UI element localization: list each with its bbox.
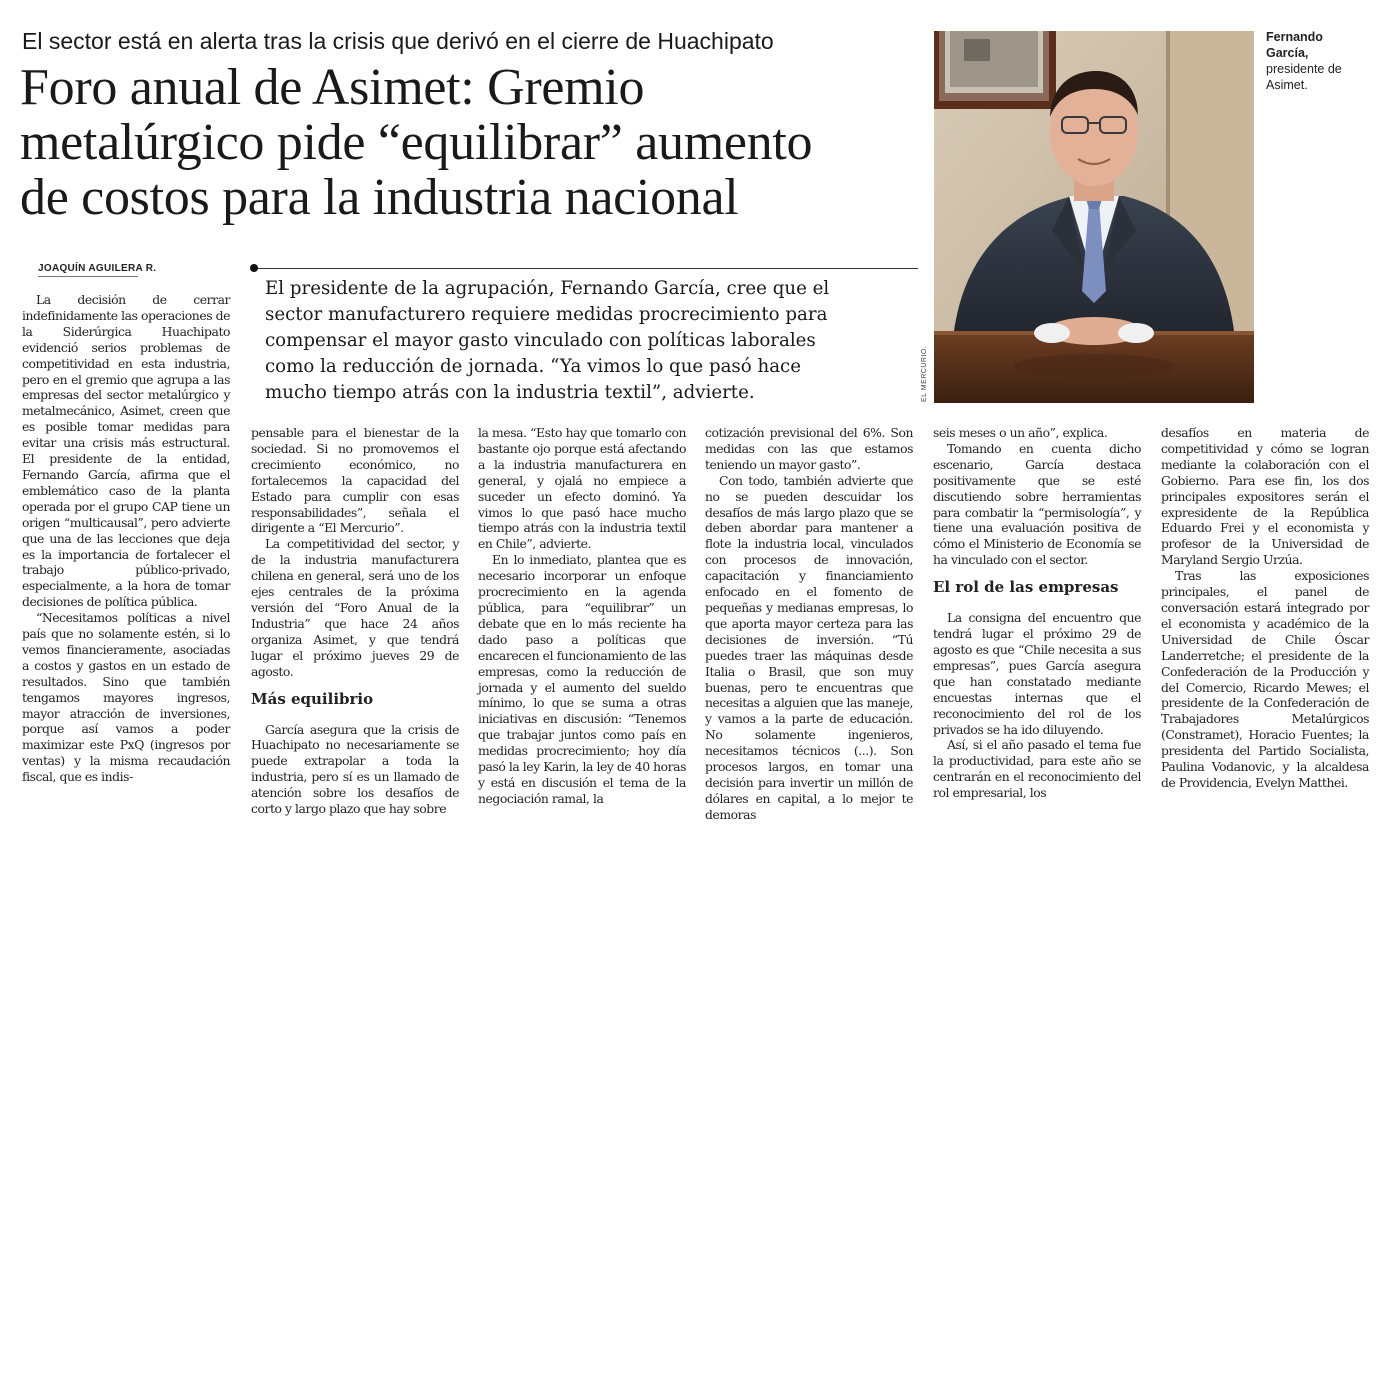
body-paragraph: Tras las exposiciones principales, el panel de conversación estará integrado por el economista y académico de la Universidad de Chile Óscar Landerretche; el presidente de la Confederación de la Producción y del Comercio, Ricardo Mewes; el presidente de la Confederación de Trabajadores Metalúrgicos (Constramet), Horacio Fuentes; la presidenta del Partido Socialista, Paulina Vodanovic, y la alcaldesa de Providencia, Evelyn Matthei. — [1161, 568, 1369, 790]
body-paragraph: desafíos en materia de competitividad y cómo se logran mediante la colaboración con el Gobierno. Para ese fin, los dos principales expositores serán el expresidente de la República Eduardo Frei y el economista y profesor de la Universidad de Maryland Sergio Urzúa. — [1161, 425, 1369, 568]
byline-divider — [38, 276, 138, 277]
portrait-photo — [934, 31, 1254, 403]
lead-bullet-icon — [250, 264, 258, 272]
caption-name: Fernando García, — [1266, 30, 1323, 60]
body-paragraph: Así, si el año pasado el tema fue la productividad, para este año se centrarán en el reconocimiento del rol empresarial, los — [933, 737, 1141, 801]
photo-credit: EL MERCURIO. — [921, 345, 928, 402]
lead-line: compensar el mayor gasto vinculado con políticas laborales — [265, 330, 816, 351]
body-paragraph: García asegura que la crisis de Huachipato no necesariamente se puede extrapolar a toda la industria, pero sí es un llamado de atención sobre los desafíos de corto y largo plazo que hay sobre — [251, 721, 459, 817]
lead-line: mucho tiempo atrás con la industria textil”, advierte. — [265, 382, 755, 403]
caption-text: presidente de Asimet. — [1266, 62, 1342, 92]
article-lead — [265, 276, 895, 406]
body-paragraph: La consigna del encuentro que tendrá lugar el próximo 29 de agosto es que “Chile necesita a sus empresas”, pues García asegura que han constatado mediante encuestas internas que el reconocimiento del rol de los privados se ha ido diluyendo. — [933, 610, 1141, 737]
subheading: Más equilibrio — [251, 689, 374, 708]
article-column-4 — [705, 425, 913, 823]
headline-line: Foro anual de Asimet: Gremio — [20, 59, 645, 116]
article-column-3 — [478, 425, 686, 807]
article-byline: JOAQUÍN AGUILERA R. — [38, 263, 157, 274]
headline-line: de costos para la industria nacional — [20, 169, 739, 226]
article-column-2 — [251, 425, 459, 817]
article-headline — [20, 60, 920, 225]
article-column-6 — [1161, 425, 1369, 791]
lead-line: El presidente de la agrupación, Fernando García, cree que el — [265, 278, 830, 299]
subheading: El rol de las empresas — [933, 578, 1119, 597]
photo-caption — [1266, 29, 1366, 93]
body-paragraph: Con todo, también advierte que no se pueden descuidar los desafíos de más largo plazo que se deben abordar para mantener a flote la industria local, vinculados con procesos de innovación, capacitación y financiamiento enfocado en el fomento de pequeñas y medianas empresas, lo que aporta mayor certeza para las decisiones de inversión. “Tú puedes traer las máquinas desde Italia o Brasil, que son muy buenas, pero te encuentras que necesitas a alguien que las maneje, y vamos a la parte de educación. No solamente ingenieros, necesitamos técnicos (...). Son procesos largos, en tomar una decisión para invertir un millón de dólares en capital, a lo mejor te demoras — [705, 472, 913, 822]
body-paragraph: La competitividad del sector, y de la industria manufacturera chilena en general, será uno de los ejes centrales de la próxima versión del “Foro Anual de la Industria” que hace 24 años organiza Asimet, y que tendrá lugar el próximo jueves 29 de agosto. — [251, 536, 459, 679]
body-paragraph: la mesa. “Esto hay que tomarlo con bastante ojo porque está afectando a la industria manufacturera en general, y ojalá no empiece a suceder un efecto dominó. Ya vimos lo que pasó hace mucho tiempo atrás con la industria textil en Chile”, advierte. — [478, 425, 686, 552]
body-paragraph: La decisión de cerrar indefinidamente las operaciones de la Siderúrgica Huachipato evidenció serios problemas de competitividad en esta industria, pero en el gremio que agrupa a las empresas del sector metalúrgico y metalmecánico, Asimet, creen que es posible tomar medidas para evitar una crisis más estructural. El presidente de la entidad, Fernando García, afirma que el emblemático caso de la planta operada por el grupo CAP tiene un origen “multicausal”, pero advierte que una de las lecciones que deja es la importancia de fortalecer el trabajo público-privado, especialmente, a la hora de tomar decisiones de política pública. — [22, 292, 230, 610]
lead-divider — [258, 268, 918, 269]
body-paragraph: seis meses o un año”, explica. — [933, 425, 1108, 440]
body-paragraph: En lo inmediato, plantea que es necesario incorporar un enfoque procrecimiento en la agenda pública, para “equilibrar” un debate que en lo más reciente ha dado paso a políticas que encarecen el funcionamiento de las empresas, como la reducción de jornada y el aumento del sueldo mínimo, lo que se suma a otras iniciativas en discusión: “Tenemos que trabajar juntos como país en medidas procrecimiento; hoy día pasó la ley Karin, la ley de 40 horas y está en discusión el tema de la negociación ramal, la — [478, 552, 686, 806]
article-kicker: El sector está en alerta tras la crisis que derivó en el cierre de Huachipato — [22, 28, 774, 54]
article-column-5 — [933, 425, 1141, 801]
headline-line: metalúrgico pide “equilibrar” aumento — [20, 114, 813, 171]
lead-line: como la reducción de jornada. “Ya vimos lo que pasó hace — [265, 356, 802, 377]
body-paragraph: Tomando en cuenta dicho escenario, García destaca positivamente que se esté discutiendo sobre herramientas para combatir la “permisología”, y tiene una evaluación positiva de cómo el Ministerio de Economía se ha vinculado con el sector. — [933, 440, 1141, 568]
body-paragraph: pensable para el bienestar de la sociedad. Si no promovemos el crecimiento económico, no fortalecemos la capacidad del Estado para cumplir con esas responsabilidades”, señala el dirigente a “El Mercurio”. — [251, 425, 459, 536]
body-paragraph: “Necesitamos políticas a nivel país que no solamente estén, si lo vemos financieramente, asociadas a costos y gastos en un estado de resultados. Sino que también tengamos mayores ingresos, mayor atracción de inversiones, porque así vamos a poder maximizar este PxQ (ingresos por ventas) y la misma recaudación fiscal, que es indis- — [22, 610, 230, 785]
article-column-1 — [22, 292, 230, 785]
body-paragraph: cotización previsional del 6%. Son medidas con las que estamos teniendo un mayor gasto”. — [705, 425, 913, 472]
lead-line: sector manufacturero requiere medidas procrecimiento para — [265, 304, 828, 325]
